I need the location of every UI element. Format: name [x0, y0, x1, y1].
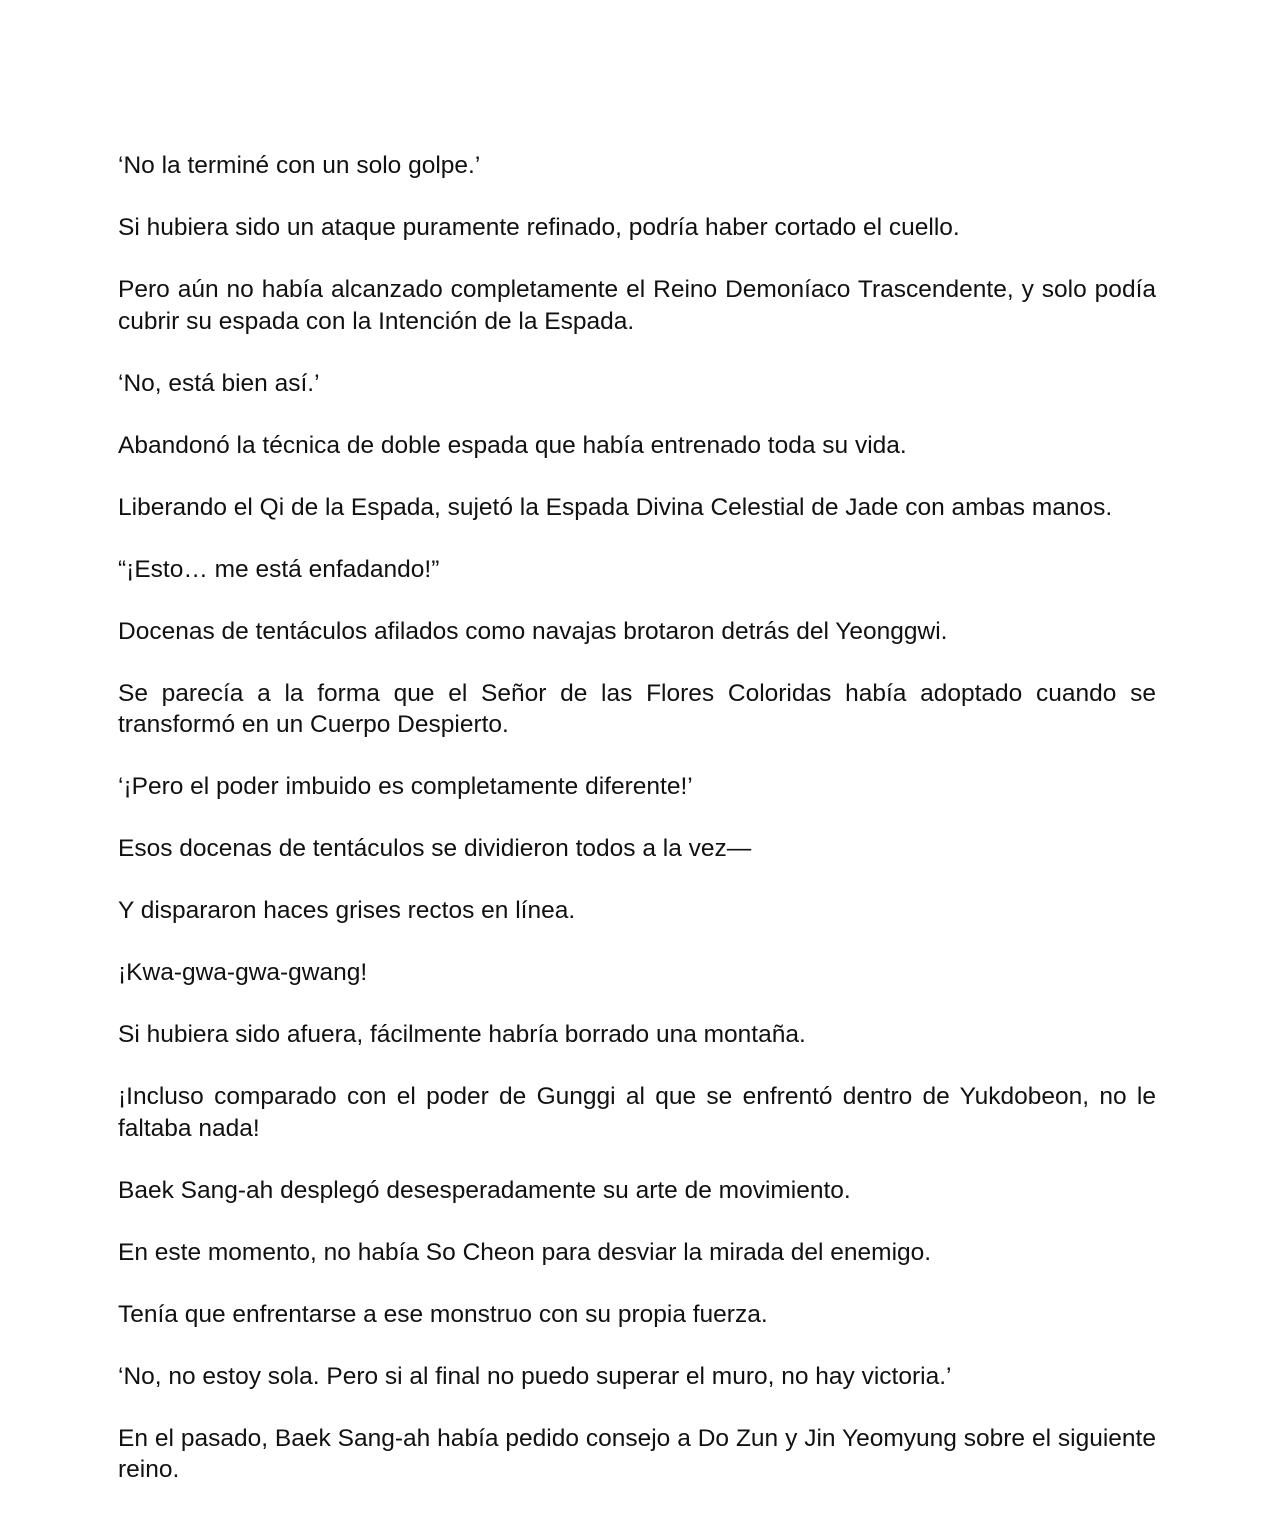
paragraph: Se parecía a la forma que el Señor de las Flores Coloridas había adoptado cuando se transformó en un Cuerpo Despierto.: [118, 679, 1156, 738]
paragraph: Tenía que enfrentarse a ese monstruo con su propia fuerza.: [118, 1300, 768, 1328]
paragraph: Y dispararon haces grises rectos en línea.: [118, 897, 576, 924]
paragraph: ¡Incluso comparado con el poder de Gunggi al que se enfrentó dentro de Yukdobeon, no le faltaba nada!: [118, 1083, 1156, 1142]
document-body: [118, 150, 1156, 1515]
paragraph: ‘¡Pero el poder imbuido es completamente diferente!’: [118, 773, 693, 800]
paragraph: Liberando el Qi de la Espada, sujetó la Espada Divina Celestial de Jade con ambas manos.: [118, 493, 1113, 521]
paragraph: Baek Sang-ah desplegó desesperadamente su arte de movimiento.: [118, 1176, 851, 1204]
paragraph: Abandonó la técnica de doble espada que había entrenado toda su vida.: [118, 431, 907, 459]
paragraph: ‘No, está bien así.’: [118, 369, 320, 397]
paragraph: Esos docenas de tentáculos se dividieron todos a la vez—: [118, 835, 752, 862]
paragraph: En el pasado, Baek Sang-ah había pedido consejo a Do Zun y Jin Yeomyung sobre el siguiente reino.: [118, 1424, 1156, 1483]
paragraph: Si hubiera sido un ataque puramente refinado, podría haber cortado el cuello.: [118, 214, 960, 241]
paragraph: ‘No, no estoy sola. Pero si al final no puedo superar el muro, no hay victoria.’: [118, 1362, 952, 1390]
paragraph: ‘No la terminé con un solo golpe.’: [118, 152, 481, 179]
paragraph: Si hubiera sido afuera, fácilmente habría borrado una montaña.: [118, 1021, 806, 1048]
paragraph: “¡Esto… me está enfadando!”: [118, 555, 440, 583]
paragraph: Docenas de tentáculos afilados como navajas brotaron detrás del Yeonggwi.: [118, 617, 948, 645]
paragraph: Pero aún no había alcanzado completamente el Reino Demoníaco Trascendente, y solo podía cubrir su espada con la Intención de la Espada.: [118, 276, 1156, 335]
paragraph: En este momento, no había So Cheon para desviar la mirada del enemigo.: [118, 1238, 932, 1266]
paragraph: ¡Kwa-gwa-gwa-gwang!: [118, 959, 368, 986]
